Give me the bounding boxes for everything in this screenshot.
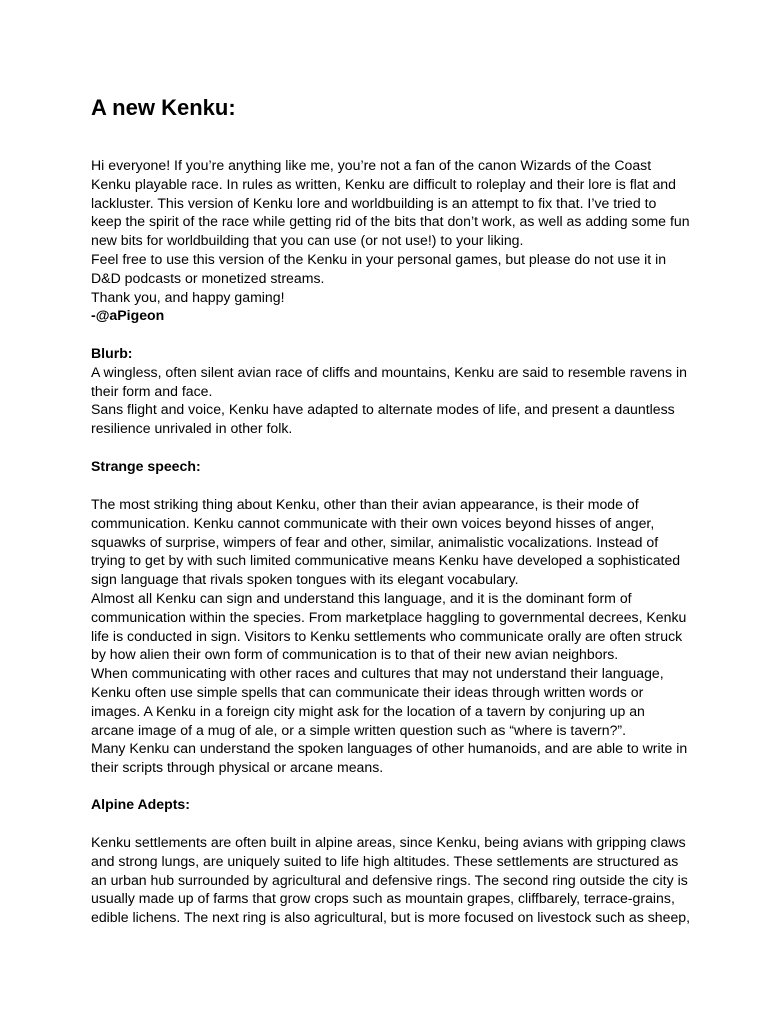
speech-body xyxy=(91,495,691,777)
blurb-paragraph-1 xyxy=(91,363,691,401)
speech-paragraph-2 xyxy=(91,589,691,664)
author-signature xyxy=(91,306,691,325)
text-line: images. A Kenku in a foreign city might ask for the location of a tavern by conjuring up an xyxy=(91,702,645,719)
text-line: Thank you, and happy gaming! xyxy=(91,288,285,305)
speech-paragraph-4 xyxy=(91,739,691,777)
blurb-section xyxy=(91,344,691,438)
speech-section xyxy=(91,457,691,476)
text-line: Many Kenku can understand the spoken languages of other humanoids, and are able to write in xyxy=(91,740,688,757)
text-line: Kenku settlements are often built in alpine areas, since Kenku, being avians with gripping claws xyxy=(91,834,686,850)
text-line: communication within the species. From marketplace haggling to governmental decrees, Kenku xyxy=(91,608,687,625)
alpine-section xyxy=(91,795,691,814)
text-line: lackluster. This version of Kenku lore and worldbuilding is an attempt to fix that. I’ve tried to xyxy=(91,194,657,211)
text-line: A wingless, often silent avian race of cliffs and mountains, Kenku are said to resemble ravens in xyxy=(91,363,687,380)
text-line: Almost all Kenku can sign and understand this language, and it is the dominant form of xyxy=(91,589,632,606)
section-heading-strange-speech xyxy=(91,457,691,476)
signature-text: -@aPigeon xyxy=(91,307,165,324)
heading-text: Strange speech: xyxy=(91,458,201,474)
text-line: sign language that rivals spoken tongues with its elegant vocabulary. xyxy=(91,571,519,588)
text-line: arcane image of a mug of ale, or a simple written question such as “where is tavern?”. xyxy=(91,721,627,738)
blurb-paragraph-2 xyxy=(91,400,691,438)
alpine-paragraph-1 xyxy=(91,833,691,927)
document-title: A new Kenku: xyxy=(91,95,236,120)
text-line: When communicating with other races and cultures that may not understand their language, xyxy=(91,665,664,682)
section-heading-blurb xyxy=(91,344,691,363)
section-heading-alpine-adepts xyxy=(91,795,691,814)
text-line: Feel free to use this version of the Kenku in your personal games, but please do not use it in xyxy=(91,250,667,267)
speech-paragraph-1 xyxy=(91,495,691,589)
intro-paragraph-2 xyxy=(91,250,691,288)
text-line: trying to get by with such limited communicative means Kenku have developed a sophisticated xyxy=(91,552,681,569)
text-line: D&D podcasts or monetized streams. xyxy=(91,269,325,286)
text-line: communication. Kenku cannot communicate with their own voices beyond hisses of anger, xyxy=(91,514,655,531)
intro-paragraph-1 xyxy=(91,156,691,250)
text-line: Kenku often use simple spells that can communicate their ideas through written words or xyxy=(91,683,644,700)
text-line: resilience unrivaled in other folk. xyxy=(91,420,293,437)
text-line: an urban hub surrounded by agricultural and defensive rings. The second ring outside the city is xyxy=(91,871,688,888)
text-line: Kenku playable race. In rules as written, Kenku are difficult to roleplay and their lore is flat and xyxy=(91,175,676,192)
text-line: edible lichens. The next ring is also agricultural, but is more focused on livestock such as sheep, xyxy=(91,909,691,926)
heading-text: Alpine Adepts: xyxy=(91,796,190,812)
text-line: new bits for worldbuilding that you can use (or not use!) to your liking. xyxy=(91,232,524,249)
speech-paragraph-3 xyxy=(91,664,691,739)
alpine-body xyxy=(91,833,691,927)
text-line: keep the spirit of the race while getting rid of the bits that don’t work, as well as adding some fun xyxy=(91,213,690,230)
heading-text: Blurb: xyxy=(91,345,133,361)
text-line: squawks of surprise, wimpers of fear and other, similar, animalistic vocalizations. Instead of xyxy=(91,533,659,550)
text-line: life is conducted in sign. Visitors to Kenku settlements who communicate orally are often struck xyxy=(91,627,683,644)
text-line: usually made up of farms that grow crops such as mountain grapes, cliffbarely, terrace-grains, xyxy=(91,890,675,907)
text-line: and strong lungs, are uniquely suited to life high altitudes. These settlements are structured as xyxy=(91,852,679,869)
text-line: Sans flight and voice, Kenku have adapted to alternate modes of life, and present a dauntless xyxy=(91,401,675,418)
text-line: their scripts through physical or arcane means. xyxy=(91,759,384,776)
intro-section xyxy=(91,156,691,325)
text-line: Hi everyone! If you’re anything like me, you’re not a fan of the canon Wizards of the Coast xyxy=(91,157,652,173)
text-line: their form and face. xyxy=(91,382,213,399)
text-line: The most striking thing about Kenku, other than their avian appearance, is their mode of xyxy=(91,496,639,512)
text-line: by how alien their own form of communication is to that of their new avian neighbors. xyxy=(91,646,619,663)
intro-paragraph-3 xyxy=(91,288,691,307)
